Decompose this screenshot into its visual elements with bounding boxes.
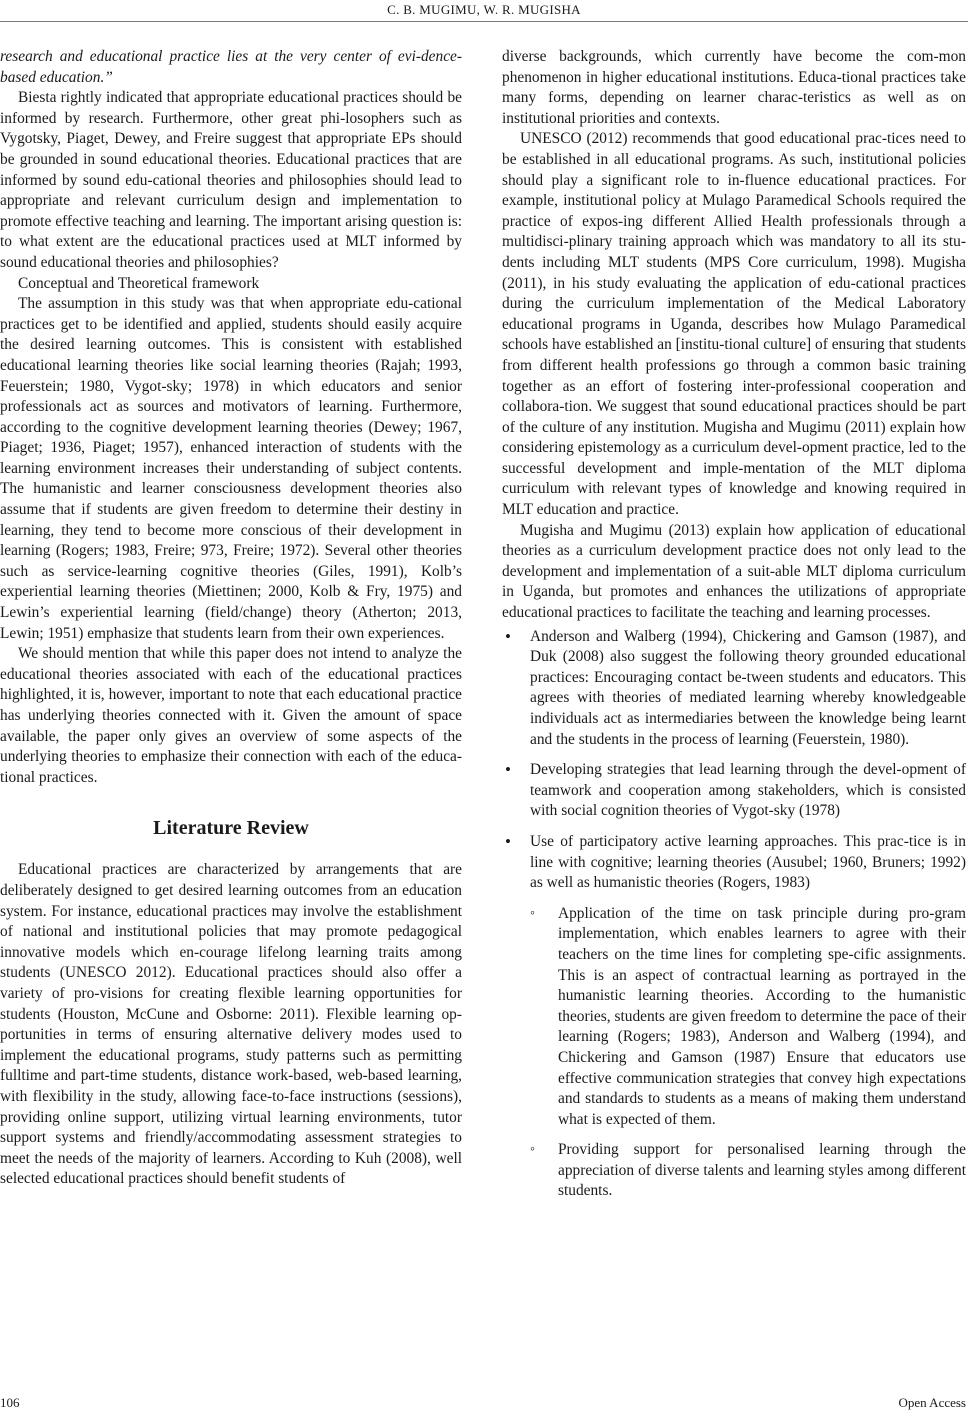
footer-journal: Open Access [898,1395,966,1410]
paragraph: We should mention that while this paper does not intend to analyze the educational theories associated with each of the educational practices highlighted, it is, however, important to note that each educational practice has underlying theories connected with it. Given the amount of space available, the paper only gives an overview of some aspects of the underlying theories to emphasize their connection with each of the educa-tional practices. [0,645,462,786]
running-header: C. B. MUGIMU, W. R. MUGISHA [387,2,581,17]
paragraph: UNESCO (2012) recommends that good educational prac-tices need to be established in all educational programs. As such, institutional policies should play a significant role to in-fluence educational practices. For example, institutional policy at Mulago Paramedical Schools required the practice of expos-ing different Allied Health professionals through a multidisci-plinary training approach which was mandatory to all its stu-dents including MLT students (MPS Core curriculum, 1998). Mugisha (2011), in his study evaluating the application of edu-cational practices during the curriculum implementation of the Medical Laboratory educational programs in Uganda, describes how Mulago Paramedical schools have established an [institu-tional culture] of ensuring that students from different health professions go through a common basic training together as an effort of fostering inter-professional cooperation and collabora-tion. We suggest that sound educational practices should be part of the culture of any institution. Mugisha and Mugimu (2011) explain how considering epistemology as a curriculum devel-opment practice, led to the successful development and imple-mentation of the MLT diploma curriculum with relevant types of knowledge and knowing required in MLT education and practice. [502,130,966,519]
bullet-list [502,627,966,1202]
page-number: 106 [0,1395,20,1410]
paragraph: Educational practices are characterized by arrangements that are deliberately designed to get desired learning outcomes from an education system. For instance, educational practices may involve the establishment of national and institutional policies that may promote pedagogical innovative models which en-courage lifelong learning traits among students (UNESCO 2012). Educational practices should also offer a variety of pro-visions for creating flexible learning opportunities for students (Houston, McCune and Osborne: 2011). Flexible learning op-portunities in terms of ensuring alternative delivery modes used to implement the educational programs, study patterns such as permitting fulltime and part-time students, distance work-based, web-based learning, with flexibility in the study, allowing face-to-face instructions (sessions), providing online support, utilizing virtual learning environments, tutor support systems and friendly/accommodating assessment strategies to meet the needs of the majority of learners. According to Kuh (2008), well selected educational practices should benefit students of [0,861,462,1188]
quote-continuation: research and educational practice lies at the very center of evi-dence-based education.” [0,48,462,86]
list-item-text: Use of participatory active learning approaches. This prac-tice is in line with cognitive; learning theories (Ausubel; 1960, Bruners; 1992) as well as humanistic theories (Rogers, 1983) [530,832,966,892]
right-column [502,47,966,1212]
section-title: Literature Review [153,817,309,840]
subsection-heading: Conceptual and Theoretical framework [18,274,260,292]
sub-list-item: ◦ Providing support for personalised learning through the appreciation of diverse talents and learning styles among different students. [530,1140,966,1202]
paragraph: diverse backgrounds, which currently have become the com-mon phenomenon in higher educational institutions. Educa-tional practices take many forms, depending on learner charac-teristics as well as on institutional priorities and contexts. [502,48,966,127]
paragraph: Biesta rightly indicated that appropriate educational practices should be informed by research. Furthermore, other great phi-losophers such as Vygotsky, Piaget, Dewey, and Freire suggest that appropriate EPs should be grounded in sound educational theories. Educational practices that are informed by sound edu-cational theories and philosophies should lead to appropriate and relevant curriculum design and implementation to promote effective teaching and learning. The important arising question is: to what extent are the educational practices used at MLT informed by sound educational theories and philosophies? [0,89,462,271]
paragraph: The assumption in this study was that when appropriate edu-cational practices get to be identified and applied, students should easily acquire the desired learning outcomes. This is consistent with established educational learning theories like social learning theories (Rajah; 1993, Feuerstein; 1980, Vygot-sky; 1978) in which educators and senior professionals act as sources and motivators of learning. Furthermore, according to the cognitive development learning theories (Dewey; 1967, Piaget; 1936, Piaget; 1957), enhanced interaction of students with the learning environment increases their understanding of subject contents. The humanistic and learner consciousness development theories also assume that if students are given freedom to determine their destiny in learning, they tend to become more conscious of their development in learning (Rogers; 1983, Freire; 973, Freire; 1972). Several other theories such as service-learning cognitive theories (Giles, 1991), Kolb’s experiential learning theories (Miettinen; 2000, Kolb & Fry, 1975) and Lewin’s experiential learning (field/change) theory (Atherton; 2013, Lewin; 1951) emphasize that students learn from their own experiences. [0,295,462,642]
left-column [0,47,462,1190]
sub-list-item: ◦ Application of the time on task principle during pro-gram implementation, which enables learners to agree with their teachers on the time lines for completing spe-cific assignments. This is an aspect of contractual learning as portrayed in the humanistic learning theories. According to the humanistic theories, students are given freedom to determine the pace of their learning (Rogers; 1983), Anderson and Walberg (1994), and Chickering and Gamson (1987) Ensure that educators use effective communication strategies that convey high expectations and standards to students as a means of making them understand what is expected of them. [530,904,966,1131]
sub-bullet-list [530,904,966,1202]
list-item [502,832,966,1202]
paragraph: Mugisha and Mugimu (2013) explain how application of educational theories as a curriculum development practice does not only lead to the development and implementation of a suit-able MLT diploma curriculum in Uganda, but promotes and enhances the utilizations of appropriate educational practices to facilitate the teaching and learning processes. [502,521,966,622]
header-divider [0,21,968,22]
list-item: • Anderson and Walberg (1994), Chickering and Gamson (1987), and Duk (2008) also suggest the following theory grounded educational practices: Encouraging contact be-tween students and educators. This agrees with theories of mediated learning whereby knowledgeable individuals act as intermediaries between the knowledge being learnt and the students in the process of learning (Feuerstein, 1980). [502,627,966,751]
list-item: • Developing strategies that lead learning through the devel-opment of teamwork and cooperation among stakeholders, which is consisted with social cognition theories of Vygot-sky (1978) [502,760,966,822]
